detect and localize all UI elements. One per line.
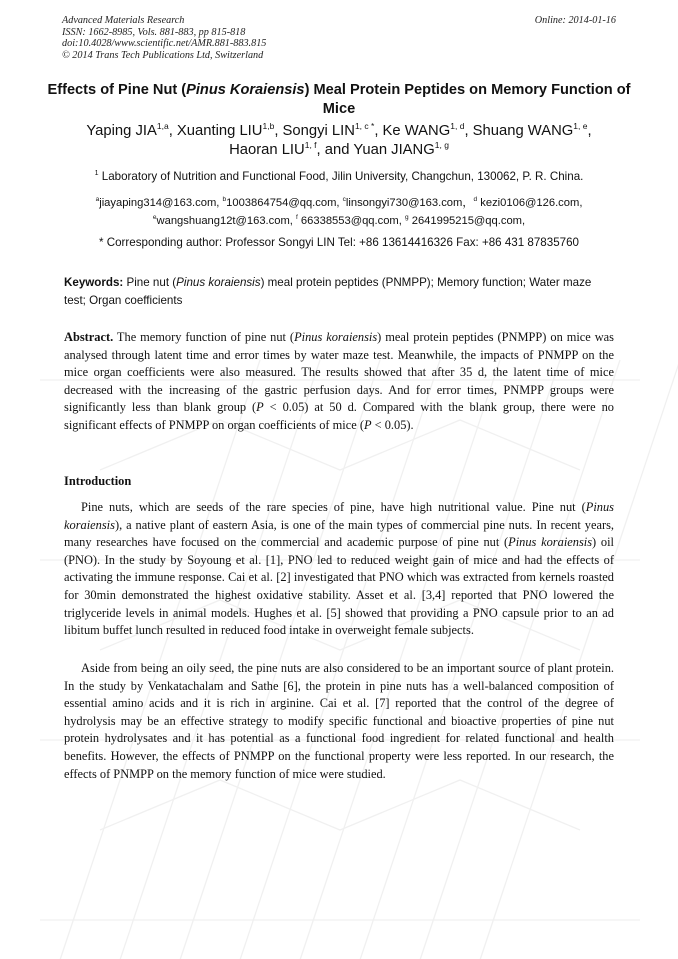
author-separator: ,: [464, 123, 473, 139]
species-name: Pinus koraiensis: [64, 500, 614, 532]
journal-name: Advanced Materials Research: [62, 15, 185, 26]
email-address: 2641995215@qq.com,: [408, 215, 526, 227]
author-name: Haoran LIU: [229, 142, 305, 158]
online-date: Online: 2014-01-16: [534, 15, 616, 26]
paragraph-text: ), a native plant of eastern Asia, is one of the main types of commercial pine nuts. In recent years, many researches have focused on the commercial and academic purpose of pine nut (: [64, 517, 614, 550]
keywords-species: Pinus koraiensis: [176, 276, 261, 289]
author-name: Shuang WANG: [472, 123, 574, 139]
abstract-text: < 0.05).: [371, 417, 414, 432]
issn-line: ISSN: 1662-8985, Vols. 881-883, pp 815-818: [62, 26, 246, 38]
title-part-1: Effects of Pine Nut (: [47, 82, 187, 98]
intro-paragraph-2: Aside from being an oily seed, the pine nuts are also considered to be an important source of plant protein. In the study by Venkatachalam and Sathe [6], the protein in pine nuts has a well-balanced composition of essential amino acids and it is rich in arginine. Cai et al. [7] reported that the control of the degree of hydrolysis may be an effective strategy to modify specific functional and bioactive properties of pine nut protein hydrolysates and it has potential as a functional food ingredient for related functional and health benefits. However, the effects of PNMPP on the functional property were less reported. In our research, the effects of PNMPP on the memory function of mice were studied.: [64, 661, 614, 781]
author-name: Songyi LIN: [282, 123, 355, 139]
abstract-text: < 0.05) at 50 d. Compared with the blank group, there were no significant effects of PNMPP on organ coefficients of mice (: [64, 400, 614, 432]
paragraph-text: ) oil (PNO). In the study by Soyoung et al. [1], PNO led to reduced weight gain of mice and had the effects of activating the immune response. Cai et al. [2] investigated that PNO which was extracted from kernels roasted for 30min demonstrated the highest oxidative stability. Asset et al. [3,4] reported that PNO lowered the triglyceride levels in animal models. Hughes et al. [5] showed that providing a PNO capsule prior to an ad libitum buffet lunch resulted in reduced food intake in overweight female subjects.: [64, 535, 614, 638]
journal-header: [62, 15, 266, 61]
email-mark: g: [404, 214, 409, 221]
email-mark: b: [222, 196, 227, 203]
affiliation-mark: 1: [94, 170, 99, 177]
email-mark: d: [473, 196, 478, 203]
author-affil-mark: 1, c *: [354, 121, 375, 131]
abstract-species: Pinus koraiensis: [294, 330, 378, 344]
email-line-2: [40, 212, 638, 230]
author-list: [30, 122, 648, 160]
abstract-p-symbol: P: [363, 417, 372, 432]
species-name: Pinus koraiensis: [508, 535, 593, 550]
keywords: [64, 274, 614, 310]
author-separator: ,: [374, 123, 383, 139]
author-affil-mark: 1,b: [262, 121, 275, 131]
author-affil-mark: 1, e: [573, 121, 588, 131]
email-mark: e: [152, 214, 157, 221]
email-address: 1003864754@qq.com,: [226, 197, 343, 209]
author-name: Xuanting LIU: [176, 123, 263, 139]
paragraph-text: Pine nuts, which are seeds of the rare species of pine, have high nutritional value. Pine nut (: [81, 500, 586, 514]
title-species: Pinus Koraiensis: [186, 82, 305, 98]
author-separator: ,: [587, 123, 592, 139]
email-mark: a: [95, 196, 100, 203]
author-name: Yuan JIANG: [353, 142, 435, 158]
email-mark: f: [296, 214, 298, 221]
email-list: [40, 194, 638, 230]
email-line-1: [40, 194, 638, 212]
author-name: Yaping JIA: [86, 123, 157, 139]
email-address: linsongyi730@163.com，: [345, 197, 474, 209]
abstract-text: ) meal protein peptides (PNMPP) on mice was analysed through latent time and error times by water maze test. Meanwhile, the impacts of PNMPP on the mice organ coefficients were also measured. The results showed that after 35 d, the latent time of mice decreased with the increasing of the gastric perfusion days. And for error times, PNMPP groups were significantly less than blank group (: [64, 330, 614, 415]
author-affil-mark: 1, g: [434, 140, 449, 150]
author-separator: ,: [168, 123, 177, 139]
keywords-text: Pine nut (: [123, 276, 177, 289]
paper-title: [40, 81, 638, 119]
copyright-line: © 2014 Trans Tech Publications Ltd, Switzerland: [62, 49, 264, 61]
abstract-p-symbol: P: [256, 400, 264, 415]
abstract-label: Abstract.: [64, 330, 114, 344]
author-separator: ,: [274, 123, 283, 139]
abstract-text: The memory function of pine nut (: [113, 330, 295, 344]
keywords-text: ) meal protein peptides (PNMPP); Memory function; Water maze test; Organ coefficients: [64, 276, 592, 307]
title-part-2: ) Meal Protein Peptides on Memory Function of Mice: [304, 82, 631, 117]
author-affil-mark: 1, d: [450, 121, 465, 131]
affiliation: [40, 170, 638, 183]
email-address: kezi0106@126.com,: [477, 197, 583, 209]
section-heading-introduction: Introduction: [64, 474, 132, 488]
doi-line: doi:10.4028/www.scientific.net/AMR.881-883.815: [62, 38, 267, 50]
email-address: jiayaping314@163.com,: [99, 197, 223, 209]
author-affil-mark: 1, f: [304, 140, 317, 150]
author-separator: , and: [316, 142, 354, 158]
author-name: Ke WANG: [382, 123, 451, 139]
corresponding-author: * Corresponding author: Professor Songyi LIN Tel: +86 13614416326 Fax: +86 431 87835760: [99, 236, 579, 249]
abstract: [64, 329, 614, 435]
intro-paragraph-1: [64, 499, 614, 640]
email-address: 66338553@qq.com,: [297, 215, 405, 227]
author-affil-mark: 1,a: [156, 121, 169, 131]
email-address: wangshuang12t@163.com,: [156, 215, 297, 227]
keywords-label: Keywords:: [64, 276, 124, 289]
affiliation-text: Laboratory of Nutrition and Functional Food, Jilin University, Changchun, 130062, P. R. China.: [101, 170, 584, 183]
email-mark: c: [342, 196, 346, 203]
